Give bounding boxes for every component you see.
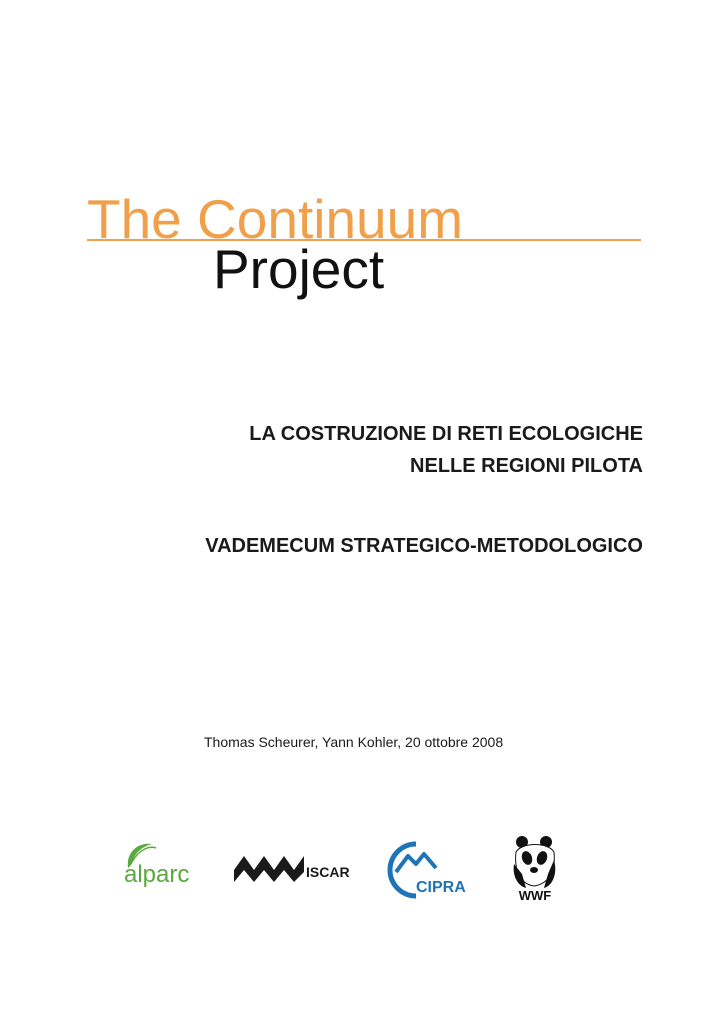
cipra-logo [386,840,472,900]
alparc-logo-text: alparc [124,861,190,888]
alparc-leaf-icon [122,838,198,886]
heading-line-1: LA COSTRUZIONE DI RETI ECOLOGICHE [249,423,643,445]
panda-icon [512,834,558,902]
title-project: Project [213,238,385,300]
iscar-logo [234,848,350,888]
partner-logos [0,828,724,908]
alparc-logo [122,838,198,886]
cipra-mountain-icon [386,840,472,900]
title-the-continuum: The Continuum [87,188,464,250]
heading-subtitle: VADEMECUM STRATEGICO-METODOLOGICO [205,535,643,557]
wwf-logo-text: WWF [518,888,552,903]
heading-line-2: NELLE REGIONI PILOTA [410,455,643,477]
iscar-logo-text: ISCAR [306,864,350,880]
authors-date: Thomas Scheurer, Yann Kohler, 20 ottobre 2008 [204,734,504,750]
wwf-logo [512,834,558,902]
cipra-logo-text: CIPRA [416,879,466,896]
iscar-zigzag-icon [234,848,350,888]
